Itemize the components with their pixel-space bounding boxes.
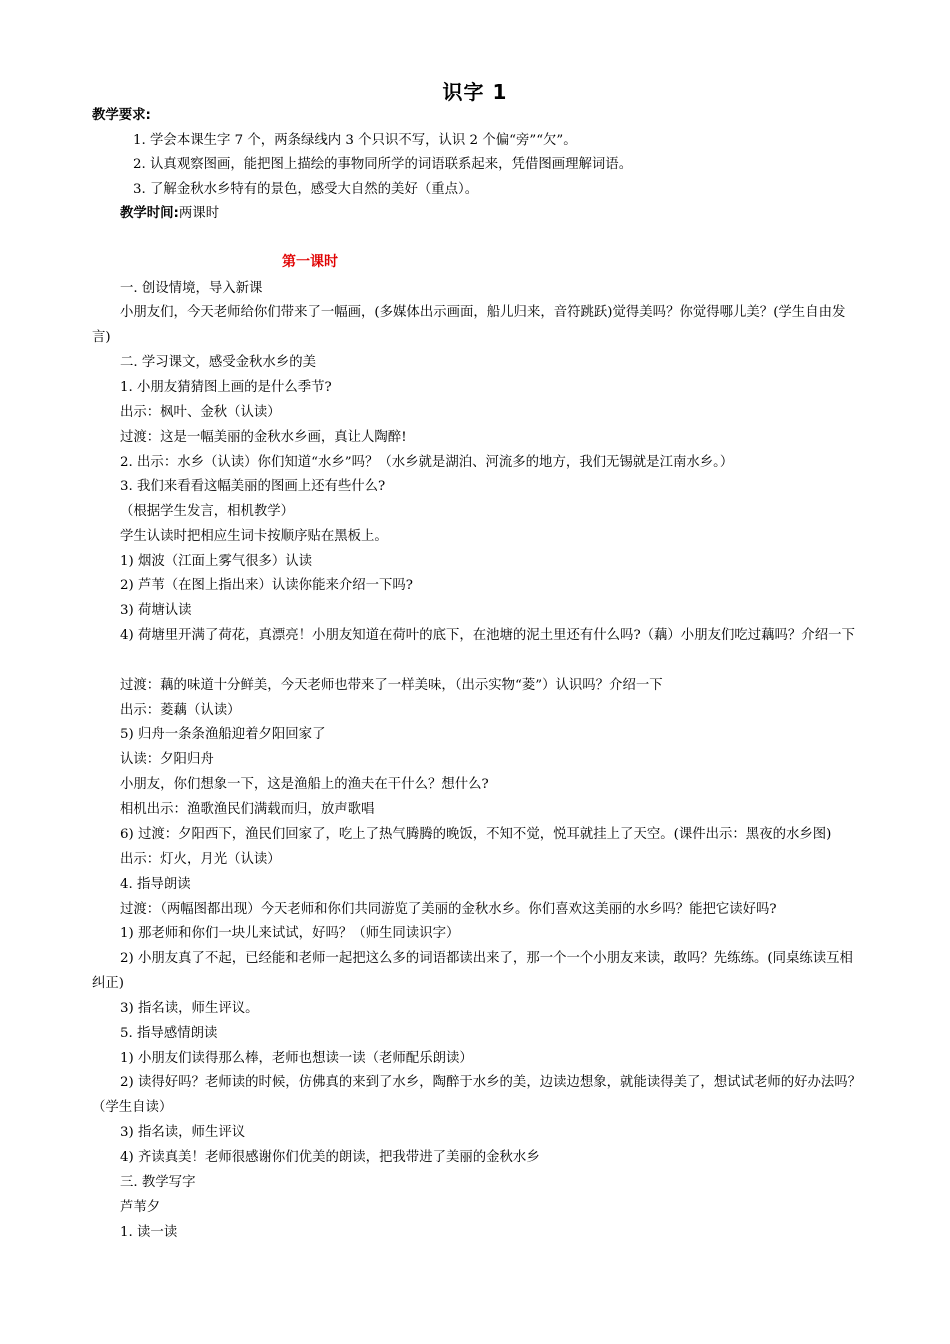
paragraph-line: 过渡：藕的味道十分鲜美，今天老师也带来了一样美味，（出示实物“菱”）认识吗？介绍一下 <box>120 678 663 693</box>
paragraph-line: 过渡：（两幅图都出现）今天老师和你们共同游览了美丽的金秋水乡。你们喜欢这美丽的水乡吗？能把它读好吗? <box>120 902 777 917</box>
paragraph-line: 3. 我们来看看这幅美丽的图画上还有些什么? <box>120 479 386 494</box>
paragraph-line: 2. 出示：水乡（认读）你们知道“水乡”吗？（水乡就是湖泊、河流多的地方，我们无锡就是江南水乡。） <box>120 455 734 470</box>
paragraph-line: 2) 芦苇（在图上指出来）认读你能来介绍一下吗? <box>120 578 413 593</box>
paragraph-line: 3) 荷塘认读 <box>120 603 192 618</box>
paragraph-line: 三. 教学写字 <box>120 1175 196 1190</box>
lesson-heading: 第一课时 <box>282 254 338 270</box>
paragraph-line: 二. 学习课文，感受金秋水乡的美 <box>120 355 316 370</box>
teaching-time-value: 两课时 <box>178 206 220 221</box>
paragraph-line: 出示：灯火，月光（认读） <box>120 852 281 867</box>
paragraph-line: 学生认读时把相应生词卡按顺序贴在黑板上。 <box>120 529 388 544</box>
paragraph-line: 小朋友，你们想象一下，这是渔船上的渔夫在干什么？想什么? <box>120 777 489 792</box>
requirement-item: 3. 了解金秋水乡特有的景色，感受大自然的美好（重点）。 <box>133 182 479 197</box>
paragraph-line: 3) 指名读，师生评议 <box>120 1125 246 1140</box>
paragraph-line: 1) 烟波（江面上雾气很多）认读 <box>120 554 313 569</box>
paragraph-line: 2) 读得好吗？老师读的时候，仿佛真的来到了水乡，陶醉于水乡的美，边读边想象，就能读得美了，想试试老师的好办法吗？（学生自读） <box>92 1075 862 1115</box>
paragraph-line: 小朋友们，今天老师给你们带来了一幅画，(多媒体出示画面，船儿归来，音符跳跃)觉得美吗？你觉得哪儿美？(学生自由发言) <box>92 305 846 345</box>
paragraph-line: 认读：夕阳归舟 <box>120 752 214 767</box>
paragraph-line: 6) 过渡：夕阳西下，渔民们回家了，吃上了热气腾腾的晚饭，不知不觉，悦耳就挂上了天空。(课件出示：黑夜的水乡图) <box>120 827 832 842</box>
requirements-heading: 教学要求: <box>92 108 151 123</box>
paragraph-line: 1) 那老师和你们一块儿来试试，好吗？（师生同读识字） <box>120 926 460 941</box>
paragraph-line: 一. 创设情境，导入新课 <box>120 281 263 296</box>
paragraph-line: 3) 指名读，师生评议。 <box>120 1001 259 1016</box>
requirement-item: 1. 学会本课生字 7 个，两条绿线内 3 个只识不写，认识 2 个偏“旁”“欠”。 <box>133 133 577 148</box>
paragraph-line: 4) 荷塘里开满了荷花，真漂亮！小朋友知道在荷叶的底下，在池塘的泥土里还有什么吗?（藕）小朋友们吃过藕吗？介绍一下 <box>120 628 855 643</box>
paragraph-line: （根据学生发言，相机教学） <box>120 504 295 519</box>
document-title: 识字 1 <box>442 80 508 104</box>
requirement-item: 2. 认真观察图画，能把图上描绘的事物同所学的词语联系起来，凭借图画理解词语。 <box>133 157 633 172</box>
paragraph-line: 5) 归舟一条条渔船迎着夕阳回家了 <box>120 727 326 742</box>
paragraph-line: 1. 小朋友猜猜图上画的是什么季节? <box>120 380 332 395</box>
paragraph-line: 4) 齐读真美！老师很感谢你们优美的朗读，把我带进了美丽的金秋水乡 <box>120 1150 540 1165</box>
paragraph-line: 出示：菱藕（认读） <box>120 703 241 718</box>
paragraph-line: 芦苇夕 <box>120 1200 161 1215</box>
teaching-time <box>120 201 865 226</box>
paragraph-line: 相机出示：渔歌渔民们满载而归，放声歌唱 <box>120 802 375 817</box>
teaching-time-label: 教学时间: <box>120 206 179 221</box>
paragraph-line: 4. 指导朗读 <box>120 877 191 892</box>
paragraph-line: 1. 读一读 <box>120 1225 178 1240</box>
paragraph-line: 出示：枫叶、金秋（认读） <box>120 405 281 420</box>
paragraph-line: 1) 小朋友们读得那么棒，老师也想读一读（老师配乐朗读） <box>120 1051 473 1066</box>
paragraph-line: 2) 小朋友真了不起，已经能和老师一起把这么多的词语都读出来了，那一个一个小朋友来读，敢吗？先练练。(同桌练读互相纠正) <box>92 951 853 991</box>
paragraph-line: 过渡：这是一幅美丽的金秋水乡画，真让人陶醉! <box>120 430 407 445</box>
paragraph-line: 5. 指导感情朗读 <box>120 1026 218 1041</box>
